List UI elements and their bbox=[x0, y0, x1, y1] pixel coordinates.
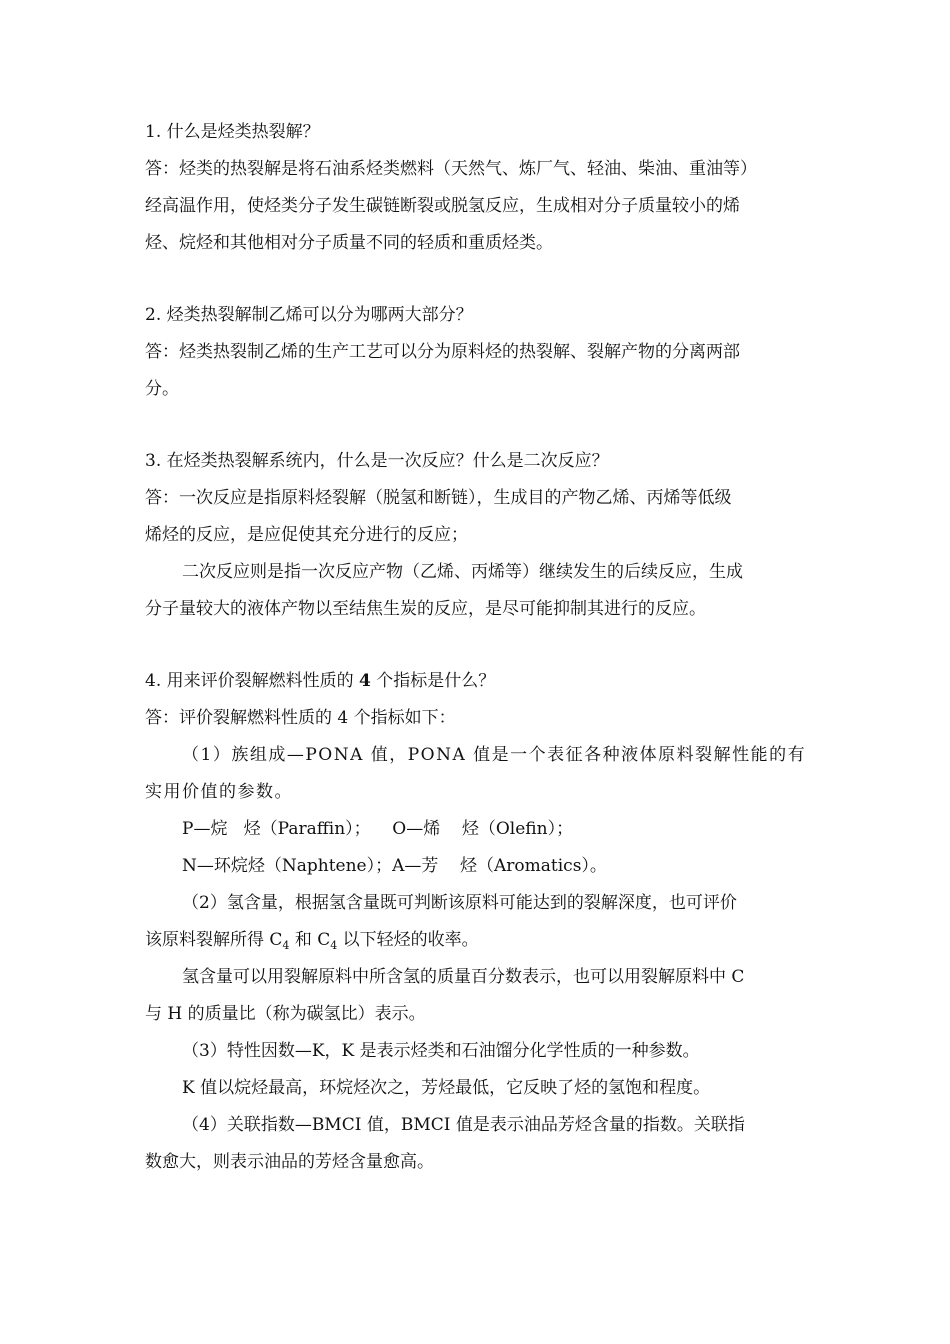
answer-4-item-1-line-2: 实用价值的参数。 bbox=[145, 782, 293, 802]
answer-3-line-3: 二次反应则是指一次反应产物（乙烯、丙烯等）继续发生的后续反应，生成 bbox=[182, 562, 743, 582]
answer-4-item-4-line-2: 数愈大，则表示油品的芳烃含量愈高。 bbox=[145, 1152, 434, 1172]
answer-2-line-2: 分。 bbox=[145, 379, 179, 399]
answer-4-item-2-line-4: 与 H 的质量比（称为碳氢比）表示。 bbox=[145, 1004, 426, 1024]
answer-4-item-2-line-3: 氢含量可以用裂解原料中所含氢的质量百分数表示，也可以用裂解原料中 C bbox=[182, 967, 745, 987]
answer-4-item-1-line-1: （1）族组成—PONA 值，PONA 值是一个表征各种液体原料裂解性能的有 bbox=[182, 745, 807, 765]
question-3: 3. 在烃类热裂解系统内，什么是一次反应？什么是二次反应？ bbox=[145, 451, 609, 471]
item-2-text-mid: 和 C bbox=[289, 930, 331, 950]
section-gap bbox=[145, 408, 845, 443]
answer-3-line-1: 答：一次反应是指原料烃裂解（脱氢和断链），生成目的产物乙烯、丙烯等低级 bbox=[145, 488, 732, 508]
question-4 bbox=[145, 663, 845, 700]
section-gap bbox=[145, 262, 845, 297]
question-1: 1. 什么是烃类热裂解？ bbox=[145, 122, 320, 142]
section-gap bbox=[145, 628, 845, 663]
answer-4-intro: 答：评价裂解燃料性质的 4 个指标如下： bbox=[145, 708, 456, 728]
item-2-text-pre: 该原料裂解所得 C bbox=[145, 930, 283, 950]
answer-4-item-2-line-1: （2）氢含量，根据氢含量既可判断该原料可能达到的裂解深度，也可评价 bbox=[182, 893, 737, 913]
answer-4-item-4-line-1: （4）关联指数—BMCI 值，BMCI 值是表示油品芳烃含量的指数。关联指 bbox=[182, 1115, 745, 1135]
answer-4-item-3-line-1: （3）特性因数—K，K 是表示烃类和石油馏分化学性质的一种参数。 bbox=[182, 1041, 700, 1061]
question-4-text-pre: 4. 用来评价裂解燃料性质的 bbox=[145, 671, 360, 691]
answer-3-line-2: 烯烃的反应，是应促使其充分进行的反应； bbox=[145, 525, 468, 545]
item-2-text-post: 以下轻烃的收率。 bbox=[337, 930, 479, 950]
c4-subscript: 4 bbox=[282, 939, 290, 952]
answer-1-line-3: 烃、烷烃和其他相对分子质量不同的轻质和重质烃类。 bbox=[145, 233, 553, 253]
answer-1-line-2: 经高温作用，使烃类分子发生碳链断裂或脱氢反应，生成相对分子质量较小的烯 bbox=[145, 196, 740, 216]
document-body bbox=[145, 114, 845, 1181]
question-2: 2. 烃类热裂解制乙烯可以分为哪两大部分？ bbox=[145, 305, 473, 325]
answer-4-item-2-line-2 bbox=[145, 922, 845, 959]
question-4-number: 4 bbox=[359, 671, 371, 691]
answer-4-item-3-line-2: K 值以烷烃最高，环烷烃次之，芳烃最低，它反映了烃的氢饱和程度。 bbox=[182, 1078, 711, 1098]
pona-line-2: N—环烷烃（Naphtene）；A—芳 烃（Aromatics）。 bbox=[182, 856, 607, 876]
c4-subscript: 4 bbox=[330, 939, 338, 952]
pona-line-1: P—烷 烃（Paraffin）； O—烯 烃（Olefin）； bbox=[182, 819, 574, 839]
question-4-text-post: 个指标是什么？ bbox=[370, 671, 496, 691]
answer-2-line-1: 答：烃类热裂制乙烯的生产工艺可以分为原料烃的热裂解、裂解产物的分离两部 bbox=[145, 342, 740, 362]
answer-3-line-4: 分子量较大的液体产物以至结焦生炭的反应，是尽可能抑制其进行的反应。 bbox=[145, 599, 706, 619]
answer-1-line-1: 答：烃类的热裂解是将石油系烃类燃料（天然气、炼厂气、轻油、柴油、重油等） bbox=[145, 159, 757, 179]
